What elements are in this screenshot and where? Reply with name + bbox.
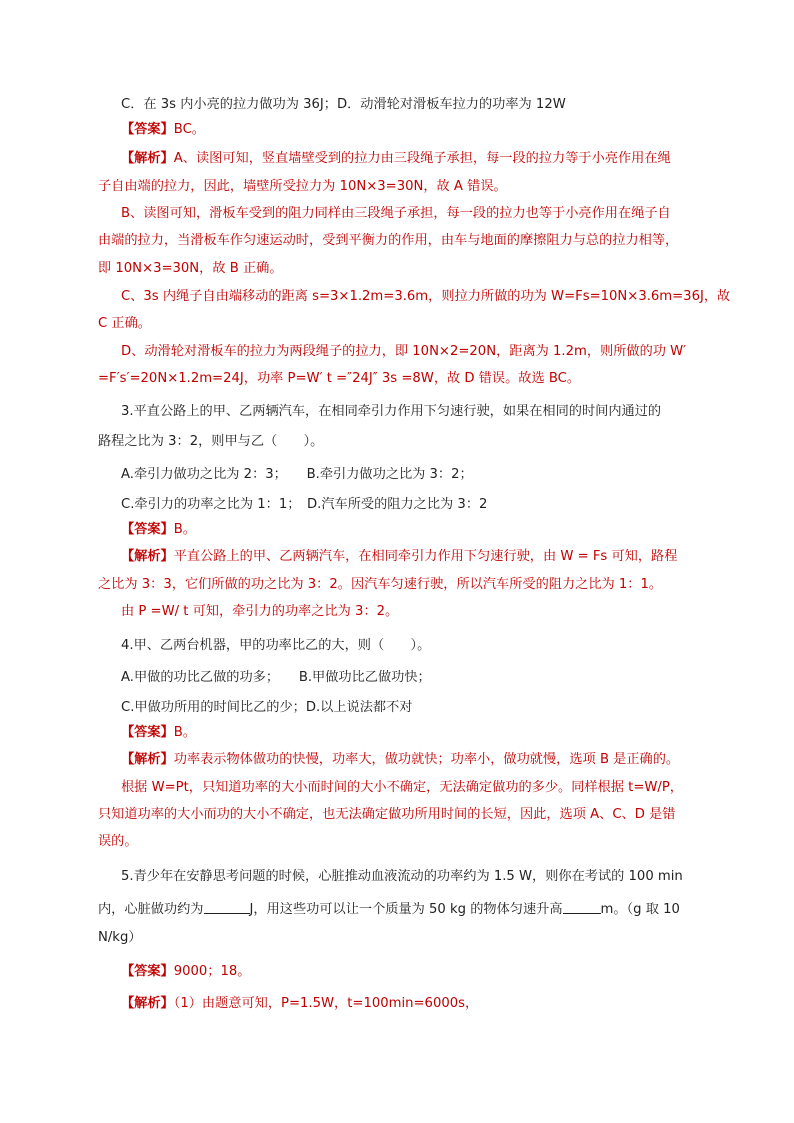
analysis-text-line: C、3s 内绳子自由端移动的距离 s=3×1.2m=3.6m，则拉力所做的功为 W=Fs=10N×3.6m=36J，故 (121, 289, 731, 304)
question-3-stem: 3.平直公路上的甲、乙两辆汽车，在相同牵引力作用下匀速行驶，如果在相同的时间内通过的 (121, 404, 662, 419)
analysis-text-line: 子自由端的拉力，因此，墙壁所受拉力为 10N×3=30N，故 A 错误。 (98, 179, 507, 194)
analysis-text-line: 由 P =W/ t 可知，牵引力的功率之比为 3：2。 (121, 604, 399, 619)
answer-label: 【答案】 (121, 522, 174, 537)
answer-text: BC。 (173, 122, 205, 137)
question-3-options: A.牵引力做功之比为 2：3； B.牵引力做功之比为 3：2； (121, 467, 473, 482)
analysis-text: A、读图可知，竖直墙壁受到的拉力由三段绳子承担，每一段的拉力等于小亮作用在绳 (173, 151, 671, 166)
answer-label: 【答案】 (121, 122, 174, 137)
analysis-line (121, 548, 677, 566)
question-3-options: C.牵引力的功率之比为 1：1； D.汽车所受的阻力之比为 3：2 (121, 497, 488, 512)
analysis-line (121, 751, 679, 769)
answer-label: 【答案】 (121, 964, 174, 979)
question-3-stem: 路程之比为 3：2，则甲与乙（ ）。 (98, 434, 324, 449)
answer-label: 【答案】 (121, 725, 174, 740)
analysis-text-line: 根据 W=Pt，只知道功率的大小而时间的大小不确定，无法确定做功的多少。同样根据 t=W/P， (121, 780, 683, 795)
analysis-text: （1）由题意可知，P=1.5W，t=100min=6000s， (173, 996, 479, 1011)
question-5-stem: 内，心脏做功约为 J，用这些功可以让一个质量为 50 kg 的物体匀速升高 m。（g 取 10 (98, 899, 680, 919)
answer-line (121, 121, 205, 139)
analysis-line (121, 995, 478, 1013)
analysis-text: 功率表示物体做功的快慢，功率大，做功就快；功率小，做功就慢，选项 B 是正确的。 (173, 752, 680, 767)
analysis-text-line: 由端的拉力，当滑板车作匀速运动时，受到平衡力的作用，由车与地面的摩擦阻力与总的拉力相等， (98, 233, 679, 248)
analysis-text-line: 只知道功率的大小而功的大小不确定，也无法确定做功所用时间的长短，因此，选项 A、C、D 是错 (98, 807, 676, 822)
analysis-text-line: 之比为 3：3，它们所做的功之比为 3：2。因汽车匀速行驶，所以汽车所受的阻力之比为 1：1。 (98, 577, 663, 592)
analysis-line (121, 150, 671, 168)
analysis-label: 【解析】 (121, 752, 174, 767)
analysis-text: 平直公路上的甲、乙两辆汽车，在相同牵引力作用下匀速行驶，由 W = Fs 可知，路程 (173, 549, 678, 564)
answer-text: B。 (173, 725, 196, 740)
answer-text: 9000；18。 (173, 964, 251, 979)
question-4-options: A.甲做的功比乙做的功多； B.甲做功比乙做功快； (121, 670, 431, 685)
answer-line (121, 963, 250, 981)
question-5-stem: 5.青少年在安静思考问题的时候，心脏推动血液流动的功率约为 1.5 W，则你在考试的 100 min (121, 869, 683, 884)
question-4-options: C.甲做功所用的时间比乙的少；D.以上说法都不对 (121, 700, 413, 715)
question-4-stem: 4.甲、乙两台机器，甲的功率比乙的大，则（ ）。 (121, 638, 431, 653)
analysis-text-line: 误的。 (98, 834, 138, 849)
answer-blank-1 (204, 899, 250, 914)
analysis-label: 【解析】 (121, 151, 174, 166)
analysis-text-line: =F′s′=20N×1.2m=24J，功率 P=W′ t =″24J″ 3s =8W，故 D 错误。故选 BC。 (98, 371, 581, 386)
analysis-text-line: C 正确。 (98, 316, 151, 331)
answer-line (121, 521, 196, 539)
answer-text: B。 (173, 522, 196, 537)
analysis-label: 【解析】 (121, 549, 174, 564)
question-5-stem: N/kg） (98, 930, 142, 945)
answer-line (121, 724, 196, 742)
analysis-label: 【解析】 (121, 996, 174, 1011)
analysis-text-line: 即 10N×3=30N，故 B 正确。 (98, 261, 283, 276)
analysis-text-line: B、读图可知，滑板车受到的阻力同样由三段绳子承担，每一段的拉力也等于小亮作用在绳子自 (121, 206, 671, 221)
option-line-c-d: C．在 3s 内小亮的拉力做功为 36J；D．动滑轮对滑板车拉力的功率为 12W (121, 97, 566, 112)
answer-blank-2 (563, 899, 601, 914)
analysis-text-line: D、动滑轮对滑板车的拉力为两段绳子的拉力，即 10N×2=20N，距离为 1.2m，则所做的功 W′ (121, 344, 687, 359)
